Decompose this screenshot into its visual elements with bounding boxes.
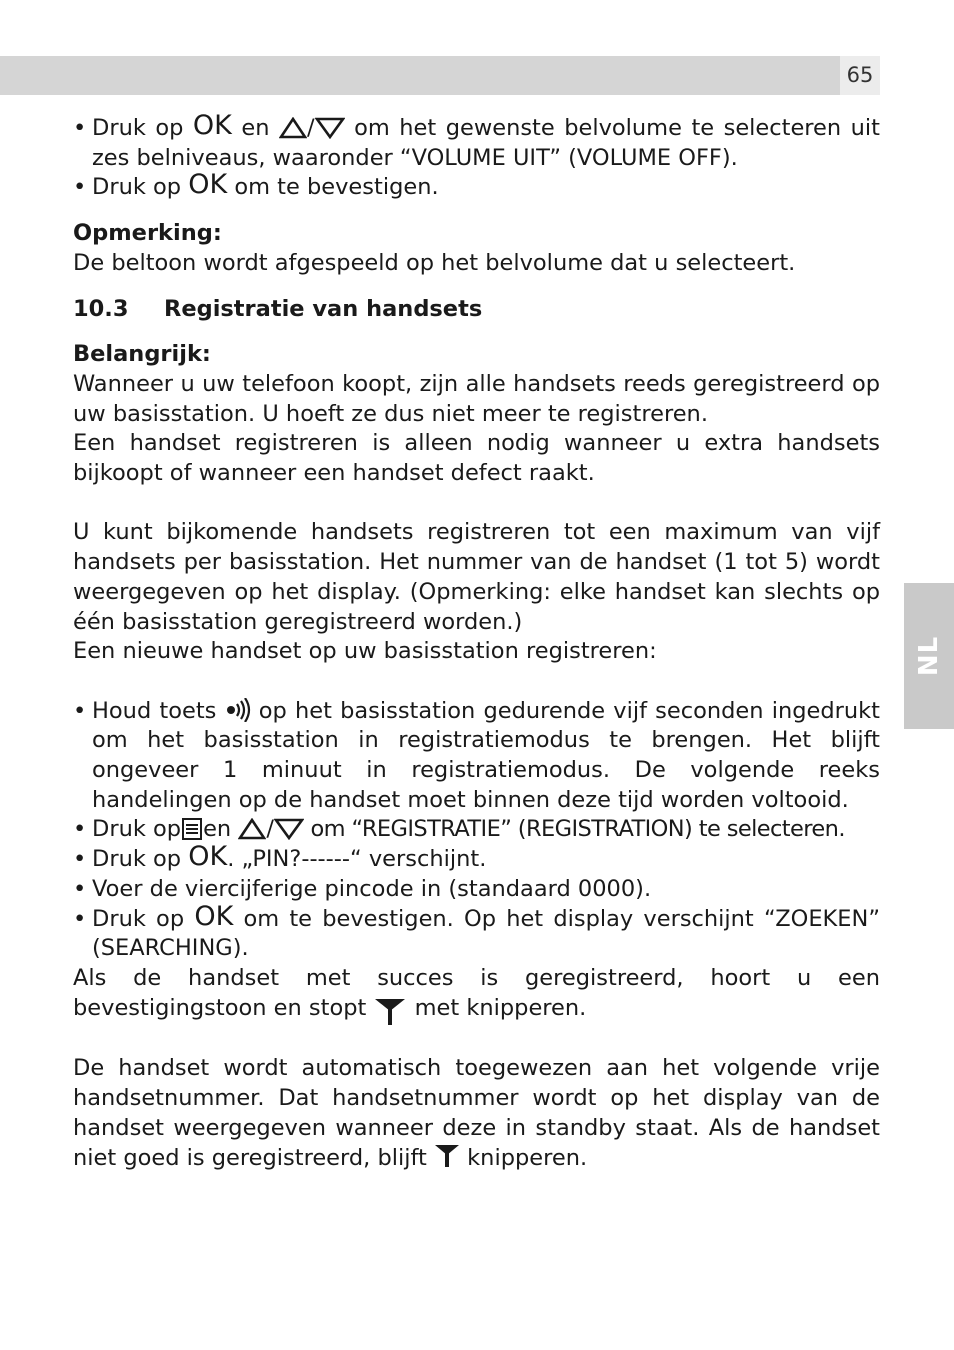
header-bar xyxy=(0,56,840,95)
section-title: Registratie van handsets xyxy=(164,295,483,322)
up-triangle-icon xyxy=(238,818,266,840)
language-tab-label: NL xyxy=(914,635,944,677)
paragraph: U kunt bijkomende handsets registreren tot een maximum van vijf handsets per basisstation. Het nummer van de handset (1 tot 5) wordt weergegeven op het display. (Opmerking: elke handset kan slechts op één basisstation geregistreerd worden.) xyxy=(73,519,880,635)
up-triangle-icon xyxy=(279,117,307,139)
ok-key-icon: OK xyxy=(188,169,228,201)
list-item: • Druk op OK en / om het gewenste belvolume te selecteren uit zes belniveaus, waaronder “VOLUME UIT” (VOLUME OFF). xyxy=(73,110,880,171)
paragraph: Als de handset met succes is geregistreerd, hoort u een bevestigingstoon en stopt met knipperen. xyxy=(73,964,880,1025)
paragraph: De handset wordt automatisch toegewezen aan het volgende vrije handsetnummer. Dat handsetnummer wordt op het display van de handset weergegeven wanneer deze in standby staat. Als de handset niet goed is geregistreerd, blijft knipperen. xyxy=(73,1055,880,1172)
section-number: 10.3 xyxy=(73,295,129,322)
paragraph: Een nieuwe handset op uw basisstation registreren: xyxy=(73,638,657,665)
ok-key-icon: OK xyxy=(194,900,234,932)
menu-key-icon xyxy=(181,818,203,840)
important-title: Belangrijk: xyxy=(73,341,211,368)
ok-key-icon: OK xyxy=(192,110,232,141)
page-key-icon xyxy=(225,698,251,722)
antenna-icon xyxy=(373,995,407,1025)
list-item: • Houd toets op het basisstation gedurende vijf seconden ingedrukt om het basisstation in registratiemodus te brengen. Het blijft ongeveer 1 minuut in registratiemodus. De volgende reeks handelingen op de handset moet binnen deze tijd worden voltooid. xyxy=(73,697,880,813)
down-triangle-icon xyxy=(274,818,304,840)
important-paragraph: Een handset registreren is alleen nodig wanneer u extra handsets bijkoopt of wanneer een handset defect raakt. xyxy=(73,430,880,487)
list-item: • Druk op en / om “REGISTRATIE” (REGISTRATION) te selecteren. xyxy=(73,816,845,843)
list-item: • Druk op OK om te bevestigen. Op het display verschijnt “ZOEKEN” (SEARCHING). xyxy=(73,900,881,962)
down-triangle-icon xyxy=(315,117,345,139)
page-number: 65 xyxy=(840,56,880,95)
antenna-icon xyxy=(434,1143,460,1167)
list-item: • Voer de viercijferige pincode in (standaard 0000). xyxy=(73,875,652,902)
important-paragraph: Wanneer u uw telefoon koopt, zijn alle handsets reeds geregistreerd op uw basisstation. U hoeft ze dus niet meer te registreren. xyxy=(73,370,880,427)
note-title: Opmerking: xyxy=(73,220,222,247)
page-content xyxy=(73,110,881,1174)
note-text: De beltoon wordt afgespeeld op het belvolume dat u selecteert. xyxy=(73,249,796,276)
language-tab xyxy=(904,583,954,729)
list-item: • Druk op OK. „PIN?------“ verschijnt. xyxy=(73,841,487,873)
ok-key-icon: OK xyxy=(188,841,228,873)
list-item: • Druk op OK om te bevestigen. xyxy=(73,169,439,201)
section-heading xyxy=(73,295,880,325)
